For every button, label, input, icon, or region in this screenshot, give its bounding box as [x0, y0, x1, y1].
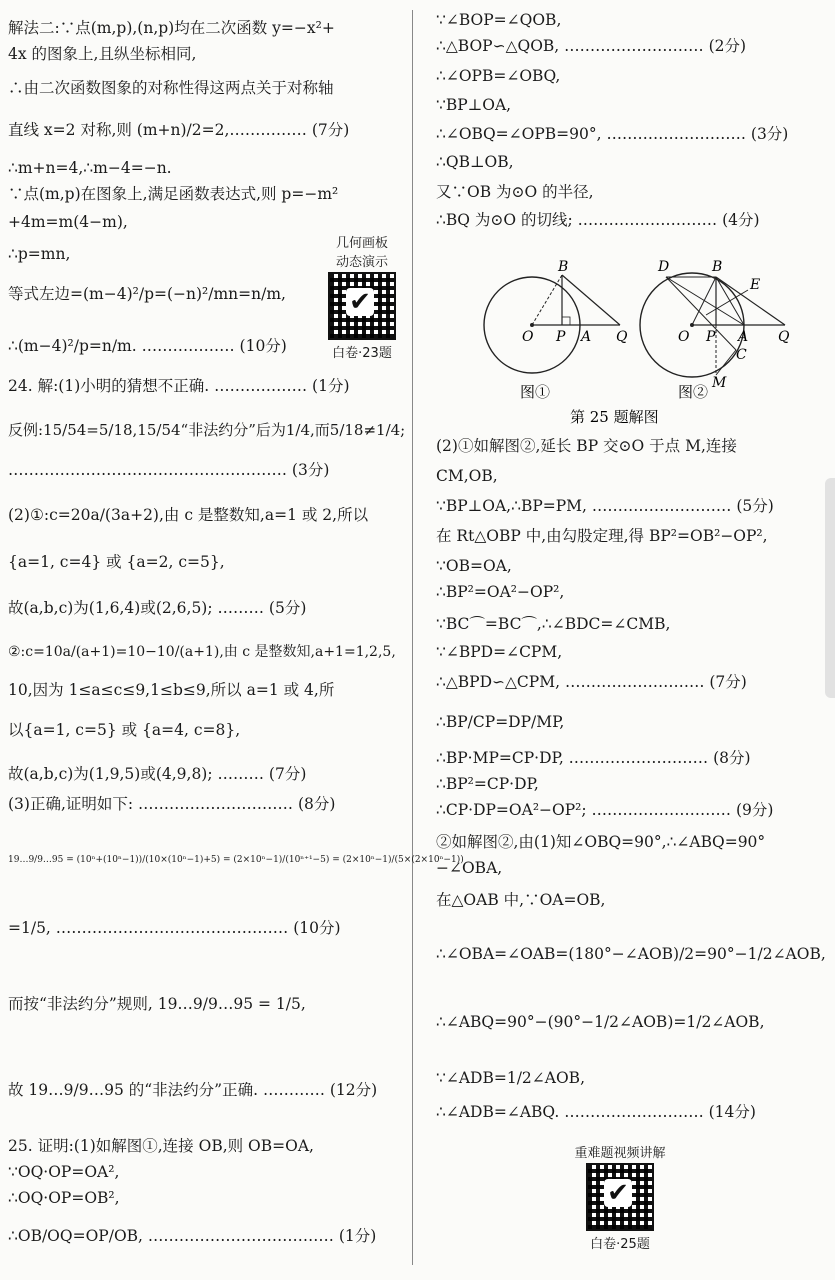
right-text-line: ∴∠OBA=∠OAB=(180°−∠AOB)/2=90°−1/2∠AOB, — [436, 945, 826, 963]
right-text-line: ∴∠ADB=∠ABQ. ……………………… (14分) — [436, 1103, 756, 1121]
check-icon: ✔ — [346, 288, 374, 316]
right-text-line: ∴∠OPB=∠OBQ, — [436, 67, 561, 85]
label-O: O — [522, 329, 534, 345]
right-text-line: ∵OB=OA, — [436, 557, 512, 575]
left-text-line: 24. 解:(1)小明的猜想不正确. ……………… (1分) — [8, 377, 350, 395]
right-text-line: ∵BC⌒=BC⌒,∴∠BDC=∠CMB, — [436, 615, 671, 633]
left-text-line: {a=1, c=4} 或 {a=2, c=5}, — [8, 553, 225, 571]
label-Q: Q — [616, 329, 628, 345]
right-text-line: ∴BP²=CP·DP, — [436, 775, 539, 793]
right-text-line: (2)①如解图②,延长 BP 交⊙O 于点 M,连接 — [436, 437, 737, 455]
label-D: D — [658, 259, 670, 275]
right-text-line: ∴BP²=OA²−OP², — [436, 583, 565, 601]
left-text-line: +4m=m(4−m), — [8, 213, 128, 231]
left-text-line: 反例:15/54=5/18,15/54“非法约分”后为1/4,而5/18≠1/4; — [8, 421, 406, 439]
right-text-line: 在△OAB 中,∵OA=OB, — [436, 891, 606, 909]
right-text-line: ∵∠BOP=∠QOB, — [436, 11, 562, 29]
qr-block-25 — [560, 1142, 680, 1252]
left-text-line: ②:c=10a/(a+1)=10−10/(a+1),由 c 是整数知,a+1=1,2,5, — [8, 644, 396, 660]
left-text-line: 等式左边=(m−4)²/p=(−n)²/mn=n/m, — [8, 285, 286, 303]
left-text-line: 以{a=1, c=5} 或 {a=4, c=8}, — [8, 721, 241, 739]
left-text-line: 直线 x=2 对称,则 (m+n)/2=2,…………… (7分) — [8, 121, 350, 139]
column-divider — [412, 10, 413, 1265]
left-text-line: 故(a,b,c)为(1,9,5)或(4,9,8); ……… (7分) — [8, 765, 307, 783]
label-B2: B — [712, 259, 723, 275]
fig1-label: 图① — [520, 383, 551, 401]
right-text-line: ②如解图②,由(1)知∠OBQ=90°,∴∠ABQ=90° — [436, 833, 766, 851]
label-P2: P — [706, 329, 716, 345]
right-text-line: ∵BP⊥OA, — [436, 96, 512, 114]
qr-block-23 — [320, 232, 404, 361]
label-O2: O — [678, 329, 690, 345]
check-icon: ✔ — [604, 1179, 632, 1207]
left-text-line: 而按“非法约分”规则, 19…9/9…95 = 1/5, — [8, 995, 306, 1013]
right-text-line: ∴△BOP∽△QOB, ……………………… (2分) — [436, 37, 747, 55]
fig2-label: 图② — [678, 383, 709, 401]
qr-title-1: 几何画板 — [335, 236, 388, 251]
qr-code-icon[interactable] — [586, 1163, 654, 1231]
left-text-line: 故 19…9/9…95 的“非法约分”正确. ………… (12分) — [8, 1081, 378, 1099]
label-A: A — [581, 329, 592, 345]
right-text-line: ∴QB⊥OB, — [436, 153, 514, 171]
left-text-line: 4x 的图象上,且纵坐标相同, — [8, 45, 197, 63]
left-text-line: ∴p=mn, — [8, 245, 71, 263]
right-text-line: ∴BP·MP=CP·DP, ……………………… (8分) — [436, 749, 751, 767]
left-text-line: ……………………………………………… (3分) — [8, 461, 330, 479]
left-text-line: 19…9/9…95 = (10ⁿ+(10ⁿ−1))/(10×(10ⁿ−1)+5) = (2×10ⁿ−1)/(10ⁿ⁺¹−5) = (2×10ⁿ−1)/(5×(2×10ⁿ−1)) — [8, 855, 464, 865]
qr-caption: 白卷·25题 — [590, 1237, 650, 1252]
label-E: E — [750, 277, 761, 293]
left-text-line: (2)①:c=20a/(3a+2),由 c 是整数知,a=1 或 2,所以 — [8, 506, 369, 524]
left-text-line: ∴m+n=4,∴m−4=−n. — [8, 159, 172, 177]
right-text-line: ∴BQ 为⊙O 的切线; ……………………… (4分) — [436, 211, 760, 229]
right-text-line: ∵∠BPD=∠CPM, — [436, 643, 563, 661]
right-text-line: ∴∠OBQ=∠OPB=90°, ……………………… (3分) — [436, 125, 789, 143]
left-text-line: 解法二:∵点(m,p),(n,p)均在二次函数 y=−x²+ — [8, 19, 335, 37]
figure-1 — [484, 259, 628, 373]
qr-title-2: 动态演示 — [335, 255, 388, 270]
right-text-line: 又∵OB 为⊙O 的半径, — [436, 183, 594, 201]
right-text-line: 在 Rt△OBP 中,由勾股定理,得 BP²=OB²−OP², — [436, 527, 768, 545]
qr-code-icon[interactable] — [328, 272, 396, 340]
label-Q2: Q — [778, 329, 790, 345]
left-text-line: 10,因为 1≤a≤c≤9,1≤b≤9,所以 a=1 或 4,所 — [8, 681, 335, 699]
left-text-line: 故(a,b,c)为(1,6,4)或(2,6,5); ……… (5分) — [8, 599, 307, 617]
right-text-line: ∵∠ADB=1/2∠AOB, — [436, 1069, 585, 1087]
qr-title: 重难题视频讲解 — [574, 1146, 666, 1161]
fig-caption: 第 25 题解图 — [570, 408, 659, 426]
qr-caption: 白卷·23题 — [332, 346, 392, 361]
right-text-line: CM,OB, — [436, 467, 498, 485]
label-A2: A — [738, 329, 749, 345]
page-edge-tab — [825, 478, 835, 698]
right-text-line: ∵BP⊥OA,∴BP=PM, ……………………… (5分) — [436, 497, 774, 515]
right-text-line: ∴∠ABQ=90°−(90°−1/2∠AOB)=1/2∠AOB, — [436, 1013, 765, 1031]
label-B: B — [558, 259, 569, 275]
right-text-line: ∴△BPD∽△CPM, ……………………… (7分) — [436, 673, 747, 691]
left-text-line: ∴(m−4)²/p=n/m. ……………… (10分) — [8, 337, 287, 355]
figure-2 — [640, 259, 790, 391]
left-text-line: ∵OQ·OP=OA², — [8, 1163, 120, 1181]
left-text-line: 25. 证明:(1)如解图①,连接 OB,则 OB=OA, — [8, 1137, 314, 1155]
right-text-line: −∠OBA, — [436, 859, 503, 877]
figure-25 — [470, 255, 810, 430]
left-text-line: ∴OQ·OP=OB², — [8, 1189, 120, 1207]
left-text-line: ∵点(m,p)在图象上,满足函数表达式,则 p=−m² — [8, 185, 339, 203]
label-P: P — [556, 329, 566, 345]
left-text-line: ∴OB/OQ=OP/OB, ……………………………… (1分) — [8, 1227, 377, 1245]
left-text-line: (3)正确,证明如下: ………………………… (8分) — [8, 795, 336, 813]
right-text-line: ∴CP·DP=OA²−OP²; ……………………… (9分) — [436, 801, 774, 819]
left-text-line: =1/5, ……………………………………… (10分) — [8, 919, 341, 937]
left-text-line: ∴由二次函数图象的对称性得这两点关于对称轴 — [8, 79, 334, 97]
label-C: C — [736, 347, 747, 363]
label-M: M — [712, 375, 727, 391]
right-text-line: ∴BP/CP=DP/MP, — [436, 713, 565, 731]
